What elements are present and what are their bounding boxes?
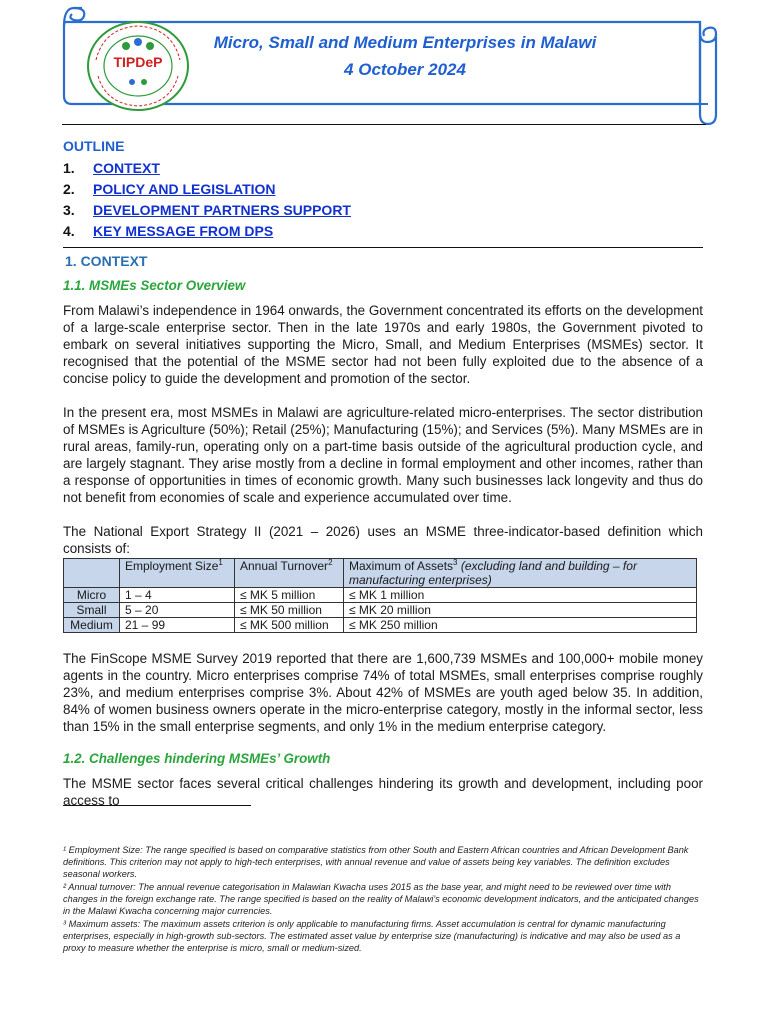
subsection-heading-challenges: 1.2. Challenges hindering MSMEs’ Growth (63, 751, 331, 766)
footnote-divider (63, 805, 251, 806)
header-banner (52, 2, 724, 128)
header-divider (62, 124, 706, 125)
table-header-assets: Maximum of Assets$^3$ (excluding land and building – for manufacturing enterprises) (344, 559, 697, 588)
outline-link-key-message[interactable]: KEY MESSAGE FROM DPS (93, 223, 274, 239)
table-cell: 21 – 99 (120, 618, 235, 633)
outline-item-number: 1. (63, 160, 75, 176)
outline-link-partners[interactable]: DEVELOPMENT PARTNERS SUPPORT (93, 202, 351, 218)
document-title-block (200, 32, 610, 81)
outline-link-context[interactable]: CONTEXT (93, 160, 160, 176)
outline-item (63, 221, 703, 242)
document-date: 4 October 2024 (344, 60, 466, 79)
section-heading-context: 1. CONTEXT (65, 253, 148, 269)
paragraph: In the present era, most MSMEs in Malawi are agriculture-related micro-enterprises. The sector distribution of MSMEs is Agriculture (50%); Retail (25%); Manufacturing (15%); and Services (5%). Many MSMEs are in rural areas, family-run, operating only on a part-time basis outside of the agricultural production cycle, and are largely stagnant. They arise mostly from a decline in formal employment and other incomes, rather than a response of opportunities in times of economic growth. Many such businesses lack longevity and thus do not benefit from economies of scale and experience accumulated over time. (63, 405, 703, 505)
subsection-heading-overview: 1.1. MSMEs Sector Overview (63, 278, 246, 293)
table-intro: The National Export Strategy II (2021 – 2026) uses an MSME three-indicator-based definition which consists of: (63, 524, 703, 556)
outline-item (63, 179, 703, 200)
table-row-label: Medium (64, 618, 120, 633)
table-header-row (64, 559, 697, 588)
footnote: ¹ Employment Size: The range specified is based on comparative statistics from other South and Eastern African countries and African Development Bank definitions. This criterion may not apply to high-tech enterprises, with annual revenue and value of assets being key variables. The definition excludes seasonal workers. (63, 845, 689, 879)
tipdep-logo (84, 20, 192, 112)
outline-item (63, 200, 703, 221)
table-cell: ≤ MK 500 million (235, 618, 344, 633)
table-cell: ≤ MK 1 million (344, 588, 697, 603)
paragraph: The MSME sector faces several critical challenges hindering its growth and development, including poor access to (63, 776, 703, 808)
footnote: ² Annual turnover: The annual revenue categorisation in Malawian Kwacha uses 2015 as the base year, and might need to be reviewed over time with changes in the foreign exchange rate. The range specified is based on the reality of Malawi’s economic development indicators, and the anticipated changes in the Malawi Kwacha concerning major currencies. (63, 882, 699, 916)
paragraph: From Malawi’s independence in 1964 onwards, the Government concentrated its efforts on the development of a large-scale enterprise sector. Then in the late 1970s and early 1980s, the Government pivoted to embark on several initiatives supporting the Micro, Small, and Medium Enterprises (MSMEs) sector. It recognised that the potential of the MSME sector had not been fully exploited due to the absence of a concise policy to guide the development and promotion of the sector. (63, 303, 703, 386)
section-divider (63, 247, 703, 248)
table-cell: ≤ MK 5 million (235, 588, 344, 603)
table-row-label: Micro (64, 588, 120, 603)
table-header-employment: Employment Size$^1$ (120, 559, 235, 588)
outline-item-number: 3. (63, 202, 75, 218)
outline-item-number: 2. (63, 181, 75, 197)
logo-wordmark: TIPDeP (113, 54, 163, 70)
document-body (63, 138, 703, 809)
table-cell: ≤ MK 250 million (344, 618, 697, 633)
document-title: Micro, Small and Medium Enterprises in Malawi (213, 33, 597, 52)
paragraph: The FinScope MSME Survey 2019 reported that there are 1,600,739 MSMEs and 100,000+ mobile money agents in the country. Micro enterprises comprise 74% of total MSMEs, small enterprises comprise roughly 23%, and medium enterprises comprise 3%. About 42% of MSMEs are youth aged below 35. In addition, 84% of women business owners operate in the micro-enterprise category, mostly in the informal sector, less than 15% in the small enterprise segments, and only 1% in the medium enterprise category. (63, 651, 703, 734)
table-cell: 1 – 4 (120, 588, 235, 603)
outline-item (63, 158, 703, 179)
table-header-turnover: Annual Turnover$^2$ (235, 559, 344, 588)
table-row (64, 603, 697, 618)
outline-item-number: 4. (63, 223, 75, 239)
table-cell: ≤ MK 20 million (344, 603, 697, 618)
table-row (64, 588, 697, 603)
table-row (64, 618, 697, 633)
outline-title: OUTLINE (63, 138, 125, 154)
table-header-empty (64, 559, 120, 588)
msme-definition-table (63, 558, 697, 633)
outline-link-policy[interactable]: POLICY AND LEGISLATION (93, 181, 276, 197)
table-row-label: Small (64, 603, 120, 618)
footnote: ³ Maximum assets: The maximum assets criterion is only applicable to manufacturing firms. Asset accumulation is central for dynamic manufacturing enterprises, especially in high-growth sub-sectors. The estimated asset value by enterprise size (manufacturing) is indicative and may also be used as a proxy to measure whether the enterprise is micro, small or medium-sized. (63, 919, 681, 953)
table-cell: ≤ MK 50 million (235, 603, 344, 618)
table-cell: 5 – 20 (120, 603, 235, 618)
footnotes (63, 844, 703, 955)
